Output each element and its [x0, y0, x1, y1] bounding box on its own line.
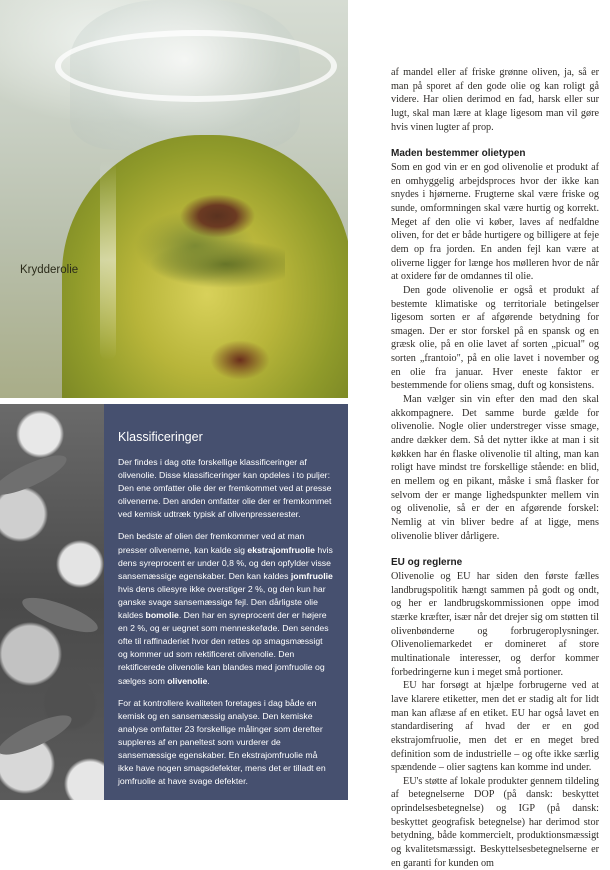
body-paragraph: EU har forsøgt at hjælpe forbrugerne ved at lave klarere etiketter, men det er stadig alt for lidt man kan aflæse af en etiket. EU har også lavet en standardisering af hvad der er en god ekstrajomfruolie, men det er en meget bred definition som de industrielle – og ofte ikke særlig spændende – olier sagtens kan komme ind under.	[391, 680, 599, 774]
section-heading: Maden bestemmer olietypen	[391, 148, 526, 160]
photo-caption: Krydderolie	[20, 264, 79, 276]
olive-leaf	[19, 591, 102, 639]
chili	[210, 340, 270, 380]
classification-box	[104, 404, 348, 800]
body-paragraph: Den gode olivenolie er også et produkt af bestemte klimatiske og territoriale betingelser ligesom sorten er af afgørende betydning for smagen. Der er stor forskel på en spansk og en græsk olie, på en olie lavet af sorten „picual" og sorten „frantoio", på en olie lavet i november og en olie fra januar. Hver eneste faktor er bestemmende for oliens smag, duft og konsistens.	[391, 284, 599, 392]
section-heading: EU og reglerne	[391, 557, 463, 569]
box-paragraph-3: For at kontrollere kvaliteten foretages i dag både en kemisk og en sansemæssig analyse. Den kemiske analyse omfatter 23 forskellige målinger som derefter suppleres af en paneltest som vurderer de sansemæssige egenskaber. En ekstrajomfruolie må ikke have nogen smagsdefekter, mens det er tilladt en jomfruolie at have svage defekter.	[118, 697, 326, 787]
box-paragraph-2: Den bedste af olien der fremkommer ved at man presser olivenerne, kan kalde sig ekstrajomfruolie hvis dens syreprocent er under 0,8 %, og den opfylder visse sansemæssige egenskaber. Den kan kaldes jomfruolie hvis dens oliesyre ikke overstiger 2 %, og den kun har ganske svage sansemæssige fejl. Den dårligste olie kaldes bomolie. Den har en syreprocent der er højere en 2 %, og er uegnet som menneskeføde. Den sendes ofte til raffinaderiet hvor den rettes op smagsmæssigt og kommer ud som rektificeret olivenolie. Den rektificerede olivenolie kan blandes med jomfruolie og sælges som olivenolie.	[118, 531, 333, 686]
body-paragraph: Man vælger sin vin efter den mad den skal akkompagnere. Det samme burde gælde for olivenolie. Nogle olier understreger visse smage, andre dækker dem. Så det nytter ikke at man i sit køkken har én flaske olivenolie til alting, man kan roligt have mindst tre forskellige stående: en blid, en mellem og en pikant, måske i små flasker for selvom der er mange lighedspunkter mellem vin og olivenolie, så er der en afgørende forskel: Nemlig at vin bliver bedre af at ligge, mens olivenolie bliver dårligere.	[391, 394, 599, 542]
olive-leaf	[0, 708, 76, 762]
body-paragraph: Som en god vin er en god olivenolie et produkt af en omhyggelig arbejdsproces hvor der ikke kan snydes i hjørnerne. Frugterne skal være friske og sunde, omformningen skal være hurtig og korrekt. Meget af den olie vi køber, laves af nedfaldne oliven, for det er både hurtigere og billigere at feje dem op fra jorden. En anden fejl kan være at oliverne ligger for længe hos mølleren hvor de når at oxidere før de omdannes til olie.	[391, 161, 599, 283]
oil-bottle-photo	[0, 0, 348, 398]
glass-highlight	[100, 160, 116, 360]
herbs	[135, 180, 285, 300]
box-paragraph-1: Der findes i dag otte forskellige klassificeringer af olivenolie. Disse klassificeringer kan opdeles i to puljer: Den ene omfatter olie der er fremkommet ved at presse olivenerne. Den anden omfatter olie der er fremkommet ved kemisk udtræk typisk af olivenpresserester.	[118, 457, 332, 520]
body-paragraph: Olivenolie og EU har siden den første fælles landbrugspolitik hængt sammen på godt og ondt, og her er landbrugskommissionen oppe imod stærke kræfter, især når det drejer sig om støtten til olivenbønderne og forbrugeroplysninger. Olivenoliemarkedet er domineret af store multinationale interesser, og derfor kommer forbedringerne kun i meget små portioner.	[391, 570, 599, 678]
body-paragraph: af mandel eller af friske grønne oliven, ja, så er man på sporet af den gode olie og kan roligt gå videre. Har olien derimod en fad, harsk eller sur lugt, skal man lære at klage ligesom man vil gøre hvis vinen lugter af prop.	[391, 67, 599, 133]
bottle-rim	[55, 30, 337, 102]
right-column	[391, 66, 599, 870]
body-paragraph: EU's støtte af lokale produkter gennem tildeling af betegnelserne DOP (på dansk: beskyttet oprindelsesbetegnelse) og IGP (på dansk: beskyttet geografisk betegnelse) har derimod stor betydning, både kommercielt, produktionsmæssigt og kvalitetsmæssigt. Beskyttelsesbetegnelserne er en garanti for kunden om	[391, 775, 599, 869]
box-title: Klassificeringer	[118, 430, 203, 444]
olive-leaf	[0, 448, 71, 502]
olives-photo	[0, 404, 104, 800]
